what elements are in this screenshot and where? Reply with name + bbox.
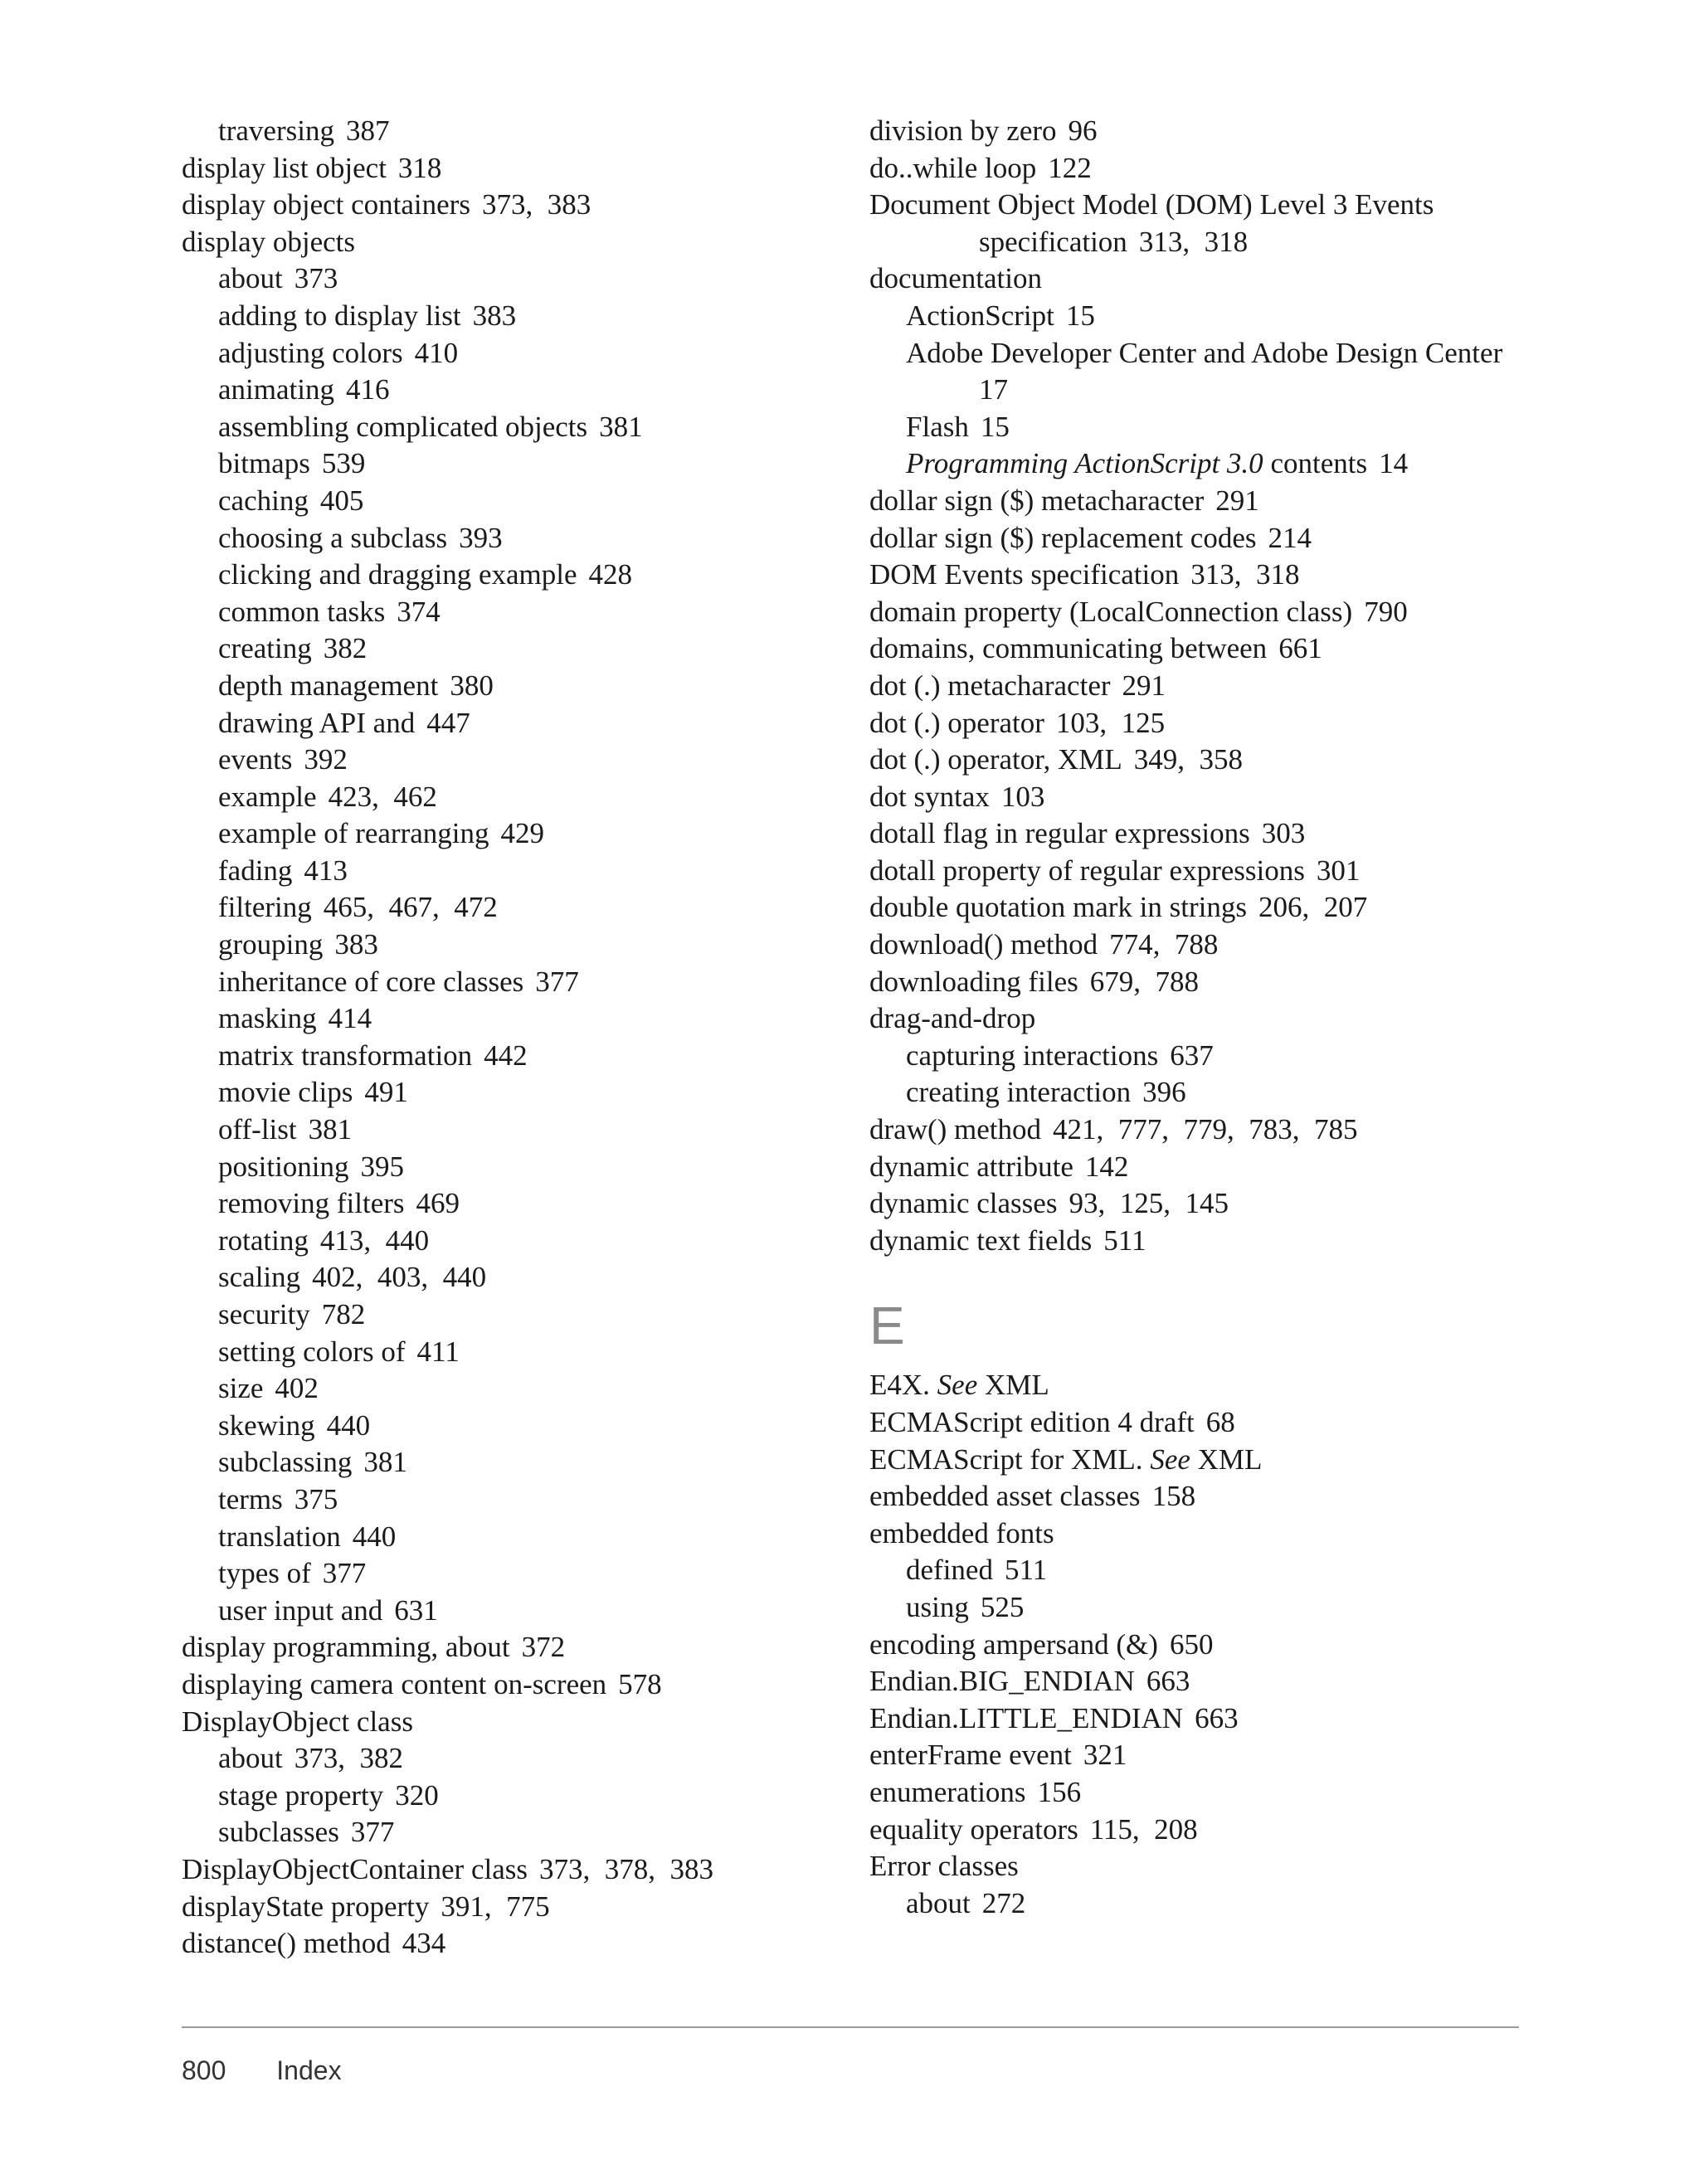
index-entry bbox=[869, 1000, 1525, 1038]
index-subentry bbox=[182, 483, 812, 520]
index-subentry bbox=[869, 445, 1525, 483]
entry-term: download() method bbox=[869, 928, 1098, 961]
index-subentry bbox=[869, 1885, 1525, 1923]
index-subentry bbox=[182, 557, 812, 594]
index-subentry bbox=[182, 335, 812, 372]
index-subentry bbox=[869, 409, 1525, 446]
index-subentry bbox=[182, 1519, 812, 1556]
entry-term: encoding ampersand (&) bbox=[869, 1627, 1158, 1661]
entry-page-numbers: 491 bbox=[364, 1076, 408, 1109]
see-reference-target: XML bbox=[1197, 1442, 1263, 1476]
index-subentry bbox=[869, 1552, 1525, 1589]
entry-term: about bbox=[218, 262, 283, 295]
entry-term: displayState property bbox=[182, 1890, 430, 1923]
entry-page-numbers: 291 bbox=[1122, 669, 1166, 702]
index-entry bbox=[182, 1704, 812, 1741]
index-entry bbox=[869, 1111, 1525, 1149]
entry-term: display object containers bbox=[182, 188, 470, 221]
index-subentry bbox=[182, 1296, 812, 1334]
entry-page-numbers: 402 bbox=[275, 1372, 319, 1405]
index-subentry bbox=[869, 298, 1525, 335]
index-entry bbox=[869, 1774, 1525, 1812]
entry-term: downloading files bbox=[869, 965, 1078, 998]
index-entry bbox=[869, 483, 1525, 520]
index-subentry bbox=[182, 1444, 812, 1481]
entry-term: ECMAScript for XML. bbox=[869, 1442, 1143, 1476]
entry-term: Document Object Model (DOM) Level 3 Events bbox=[869, 188, 1434, 221]
entry-page-numbers: 402, 403, 440 bbox=[312, 1261, 487, 1294]
entry-term: Error classes bbox=[869, 1850, 1019, 1883]
index-entry bbox=[869, 815, 1525, 853]
index-subentry bbox=[182, 1334, 812, 1371]
index-subentry bbox=[182, 889, 812, 927]
index-entry bbox=[869, 1848, 1525, 1885]
entry-page-numbers: 321 bbox=[1083, 1739, 1127, 1772]
index-entry bbox=[182, 1666, 812, 1704]
entry-page-numbers: 373, 382 bbox=[294, 1742, 404, 1775]
entry-term: size bbox=[218, 1372, 264, 1405]
entry-term: domain property (LocalConnection class) bbox=[869, 595, 1353, 628]
entry-page-numbers: 578 bbox=[618, 1667, 662, 1700]
entry-page-numbers: 414 bbox=[328, 1002, 372, 1035]
entry-term: dollar sign ($) replacement codes bbox=[869, 521, 1257, 554]
index-entry bbox=[182, 187, 812, 224]
entry-term: distance() method bbox=[182, 1927, 391, 1960]
entry-page-numbers: 115, 208 bbox=[1089, 1812, 1198, 1846]
entry-term: dotall property of regular expressions bbox=[869, 854, 1305, 887]
entry-term: drawing API and bbox=[218, 706, 416, 739]
index-subentry bbox=[182, 927, 812, 964]
entry-term: grouping bbox=[218, 928, 324, 961]
entry-page-numbers: 381 bbox=[363, 1446, 407, 1479]
index-subentry bbox=[182, 445, 812, 483]
entry-page-numbers: 663 bbox=[1146, 1665, 1190, 1698]
entry-term: inheritance of core classes bbox=[218, 965, 524, 998]
entry-page-numbers: 206, 207 bbox=[1258, 891, 1368, 924]
entry-term: matrix transformation bbox=[218, 1038, 473, 1072]
entry-page-numbers: 383 bbox=[334, 928, 378, 961]
entry-term: dot (.) operator bbox=[869, 706, 1044, 739]
index-subentry bbox=[182, 1370, 812, 1408]
entry-page-numbers: 428 bbox=[588, 558, 632, 591]
entry-term: movie clips bbox=[218, 1076, 353, 1109]
entry-page-numbers: 423, 462 bbox=[328, 780, 437, 813]
entry-page-numbers: 373, 383 bbox=[481, 188, 591, 221]
entry-page-numbers: 393 bbox=[459, 521, 503, 554]
entry-page-numbers: 413, 440 bbox=[319, 1223, 430, 1257]
entry-page-numbers: 349, 358 bbox=[1133, 743, 1244, 776]
entry-term: example bbox=[218, 780, 317, 813]
entry-page-numbers: 377 bbox=[350, 1816, 395, 1849]
index-entry bbox=[869, 927, 1525, 964]
index-entry bbox=[869, 1627, 1525, 1664]
entry-term: DisplayObject class bbox=[182, 1705, 413, 1738]
entry-page-numbers: 377 bbox=[322, 1557, 367, 1590]
entry-term: do..while loop bbox=[869, 151, 1037, 184]
index-subentry bbox=[182, 1074, 812, 1111]
entry-term: domains, communicating between bbox=[869, 632, 1268, 665]
entry-page-numbers: 790 bbox=[1364, 595, 1408, 628]
entry-page-numbers: 158 bbox=[1151, 1480, 1196, 1513]
entry-term: DOM Events specification bbox=[869, 558, 1180, 591]
entry-page-numbers: 391, 775 bbox=[441, 1890, 550, 1923]
entry-page-numbers: 383 bbox=[472, 299, 517, 332]
entry-page-numbers: 313, 318 bbox=[1190, 558, 1300, 591]
see-reference-word: See bbox=[937, 1369, 978, 1402]
entry-term: terms bbox=[218, 1482, 283, 1515]
entry-term: capturing interactions bbox=[906, 1038, 1159, 1072]
entry-page-numbers: 103 bbox=[1000, 780, 1045, 813]
entry-term: documentation bbox=[869, 262, 1043, 295]
index-subentry bbox=[182, 1259, 812, 1296]
entry-term: subclasses bbox=[218, 1816, 339, 1849]
index-subentry bbox=[182, 1223, 812, 1260]
index-entry bbox=[182, 1925, 812, 1963]
index-subentry bbox=[182, 815, 812, 853]
index-subentry bbox=[182, 705, 812, 742]
index-subentry bbox=[182, 630, 812, 668]
entry-term: adding to display list bbox=[218, 299, 461, 332]
entry-term: embedded asset classes bbox=[869, 1480, 1141, 1513]
entry-title-italic: Programming ActionScript 3.0 bbox=[906, 447, 1263, 480]
index-subentry bbox=[182, 1408, 812, 1445]
index-entry bbox=[869, 630, 1525, 668]
entry-term: DisplayObjectContainer class bbox=[182, 1852, 528, 1885]
entry-page-numbers: 17 bbox=[979, 373, 1008, 406]
entry-page-numbers: 375 bbox=[294, 1482, 338, 1515]
entry-page-numbers: 465, 467, 472 bbox=[323, 891, 498, 924]
entry-term: creating bbox=[218, 632, 312, 665]
entry-term: rotating bbox=[218, 1223, 309, 1257]
entry-page-numbers: 374 bbox=[397, 595, 441, 628]
entry-page-numbers: 663 bbox=[1195, 1701, 1239, 1734]
entry-page-numbers: 440 bbox=[326, 1408, 371, 1442]
index-entry bbox=[869, 1223, 1525, 1260]
index-column-left bbox=[182, 113, 812, 1963]
entry-term: dot syntax bbox=[869, 780, 990, 813]
entry-term: caching bbox=[218, 484, 309, 517]
index-entry bbox=[182, 1629, 812, 1666]
entry-page-numbers: 539 bbox=[321, 447, 366, 480]
index-subentry bbox=[182, 742, 812, 779]
entry-page-numbers: 434 bbox=[402, 1927, 446, 1960]
entry-term: enumerations bbox=[869, 1775, 1026, 1808]
index-subentry bbox=[182, 409, 812, 446]
entry-term: defined bbox=[906, 1554, 993, 1587]
entry-term: dotall flag in regular expressions bbox=[869, 817, 1250, 850]
entry-page-numbers: 15 bbox=[980, 410, 1010, 443]
entry-term: using bbox=[906, 1590, 969, 1623]
entry-term: animating bbox=[218, 373, 334, 406]
entry-term: Endian.BIG_ENDIAN bbox=[869, 1665, 1135, 1698]
entry-term: ECMAScript edition 4 draft bbox=[869, 1406, 1195, 1438]
index-subentry bbox=[182, 1185, 812, 1223]
entry-page-numbers: 381 bbox=[599, 410, 643, 443]
entry-term: ActionScript bbox=[906, 299, 1054, 332]
entry-page-numbers: 774, 788 bbox=[1109, 928, 1219, 961]
index-subentry bbox=[182, 298, 812, 335]
page-number: 800 bbox=[182, 2055, 226, 2085]
entry-term: dollar sign ($) metacharacter bbox=[869, 484, 1205, 517]
entry-term: double quotation mark in strings bbox=[869, 891, 1247, 924]
entry-page-numbers: 68 bbox=[1205, 1406, 1235, 1438]
entry-page-numbers: 96 bbox=[1068, 114, 1098, 147]
entry-term: bitmaps bbox=[218, 447, 310, 480]
entry-page-numbers: 395 bbox=[360, 1150, 405, 1183]
entry-page-numbers: 15 bbox=[1065, 299, 1095, 332]
entry-page-numbers: 103, 125 bbox=[1055, 706, 1166, 739]
index-entry bbox=[869, 1700, 1525, 1738]
index-entry bbox=[869, 260, 1525, 298]
entry-term: specification bbox=[979, 225, 1127, 258]
index-entry bbox=[869, 520, 1525, 557]
index-entries-e bbox=[869, 1367, 1525, 1922]
entry-term: dynamic text fields bbox=[869, 1223, 1093, 1257]
index-entry bbox=[869, 1442, 1525, 1479]
entry-page-numbers: 511 bbox=[1004, 1554, 1048, 1587]
entry-term: security bbox=[218, 1298, 310, 1330]
entry-term: removing filters bbox=[218, 1187, 405, 1220]
entry-term: contents bbox=[1270, 447, 1368, 480]
entry-page-numbers: 93, 125, 145 bbox=[1069, 1187, 1229, 1220]
entry-page-numbers: 373 bbox=[294, 262, 338, 295]
index-column-right bbox=[869, 113, 1525, 1922]
index-entry bbox=[869, 889, 1525, 927]
entry-page-numbers: 679, 788 bbox=[1089, 965, 1200, 998]
entry-term: masking bbox=[218, 1002, 317, 1035]
index-subentry bbox=[182, 1814, 812, 1851]
index-entry bbox=[869, 1812, 1525, 1849]
index-subentry bbox=[182, 594, 812, 631]
entry-page-numbers: 637 bbox=[1170, 1038, 1214, 1072]
entry-term: choosing a subclass bbox=[218, 521, 448, 554]
index-entry bbox=[869, 668, 1525, 705]
footer-rule bbox=[182, 2026, 1519, 2028]
entry-page-numbers: 303 bbox=[1261, 817, 1306, 850]
entry-term: Flash bbox=[906, 410, 969, 443]
entry-term: display programming, about bbox=[182, 1631, 510, 1664]
entry-page-numbers: 373, 378, 383 bbox=[538, 1852, 713, 1885]
index-subentry bbox=[869, 1038, 1525, 1075]
index-subentry bbox=[182, 260, 812, 298]
entry-page-numbers: 421, 777, 779, 783, 785 bbox=[1053, 1113, 1358, 1146]
entry-term: scaling bbox=[218, 1261, 301, 1294]
entry-term: dot (.) metacharacter bbox=[869, 669, 1111, 702]
entry-term: skewing bbox=[218, 1408, 315, 1442]
entry-page-numbers: 387 bbox=[345, 114, 390, 147]
index-subentry bbox=[182, 1778, 812, 1815]
index-subentry bbox=[869, 1589, 1525, 1627]
index-entry bbox=[869, 1367, 1525, 1404]
entry-term: assembling complicated objects bbox=[218, 410, 588, 443]
index-subentry bbox=[869, 372, 1525, 409]
index-subentry bbox=[182, 1740, 812, 1778]
entry-term: translation bbox=[218, 1520, 341, 1553]
index-entry bbox=[182, 150, 812, 187]
section-letter-heading: E bbox=[869, 1296, 905, 1356]
entry-term: E4X. bbox=[869, 1369, 930, 1402]
entry-term: filtering bbox=[218, 891, 312, 924]
entry-term: depth management bbox=[218, 669, 439, 702]
entry-page-numbers: 511 bbox=[1103, 1223, 1146, 1257]
index-subentry bbox=[182, 372, 812, 409]
section-label: Index bbox=[276, 2055, 342, 2085]
entry-term: fading bbox=[218, 854, 293, 887]
entry-term: equality operators bbox=[869, 1812, 1078, 1846]
entry-page-numbers: 122 bbox=[1048, 151, 1092, 184]
entry-term: setting colors of bbox=[218, 1335, 406, 1368]
index-entry bbox=[869, 1515, 1525, 1553]
entry-page-numbers: 313, 318 bbox=[1138, 225, 1249, 258]
entry-page-numbers: 631 bbox=[394, 1593, 438, 1627]
index-subentry bbox=[182, 1481, 812, 1519]
index-entry bbox=[869, 1185, 1525, 1223]
entry-term: displaying camera content on-screen bbox=[182, 1667, 607, 1700]
index-subentry bbox=[182, 853, 812, 890]
entry-page-numbers: 14 bbox=[1379, 447, 1409, 480]
entry-page-numbers: 392 bbox=[304, 743, 348, 776]
entry-page-numbers: 413 bbox=[304, 854, 348, 887]
entry-page-numbers: 381 bbox=[308, 1113, 353, 1146]
entry-term: clicking and dragging example bbox=[218, 558, 577, 591]
entry-page-numbers: 320 bbox=[395, 1778, 439, 1812]
see-reference-word: See bbox=[1150, 1442, 1190, 1476]
entry-page-numbers: 410 bbox=[414, 336, 459, 369]
entry-page-numbers: 442 bbox=[484, 1038, 528, 1072]
entry-page-numbers: 405 bbox=[319, 484, 364, 517]
index-entry bbox=[869, 853, 1525, 890]
entry-page-numbers: 382 bbox=[323, 632, 368, 665]
index-entry bbox=[869, 594, 1525, 631]
index-entry bbox=[869, 113, 1525, 150]
entry-term: display list object bbox=[182, 151, 387, 184]
entry-page-numbers: 272 bbox=[981, 1886, 1026, 1919]
index-subentry bbox=[182, 1555, 812, 1593]
entry-term: about bbox=[906, 1886, 971, 1919]
index-subentry bbox=[182, 779, 812, 816]
entry-page-numbers: 661 bbox=[1278, 632, 1322, 665]
index-subentry bbox=[182, 520, 812, 557]
entry-term: user input and bbox=[218, 1593, 383, 1627]
index-subentry bbox=[182, 1111, 812, 1149]
entry-page-numbers: 318 bbox=[397, 151, 442, 184]
index-entry bbox=[869, 1737, 1525, 1774]
entry-term: subclassing bbox=[218, 1446, 353, 1479]
entry-term: positioning bbox=[218, 1150, 349, 1183]
index-entry bbox=[869, 705, 1525, 742]
entry-term: draw() method bbox=[869, 1113, 1042, 1146]
index-entry bbox=[869, 1149, 1525, 1186]
index-entry bbox=[869, 1478, 1525, 1515]
entry-page-numbers: 416 bbox=[345, 373, 390, 406]
entry-page-numbers: 411 bbox=[416, 1335, 460, 1368]
entry-page-numbers: 377 bbox=[535, 965, 579, 998]
index-entry bbox=[182, 1851, 812, 1889]
entry-term: types of bbox=[218, 1557, 311, 1590]
entry-term: stage property bbox=[218, 1778, 384, 1812]
entry-term: off-list bbox=[218, 1113, 297, 1146]
index-entry bbox=[869, 187, 1525, 224]
entry-term: traversing bbox=[218, 114, 334, 147]
index-entry bbox=[869, 964, 1525, 1001]
index-entry bbox=[182, 1889, 812, 1926]
entry-page-numbers: 142 bbox=[1084, 1150, 1129, 1183]
entry-page-numbers: 650 bbox=[1169, 1627, 1214, 1661]
entry-term: dot (.) operator, XML bbox=[869, 743, 1122, 776]
index-entry bbox=[869, 150, 1525, 187]
index-entry bbox=[869, 1404, 1525, 1442]
entry-term: creating interaction bbox=[906, 1076, 1132, 1109]
entry-term: Adobe Developer Center and Adobe Design Center bbox=[906, 336, 1503, 369]
entry-term: events bbox=[218, 743, 293, 776]
entry-page-numbers: 380 bbox=[450, 669, 494, 702]
see-reference-target: XML bbox=[984, 1369, 1049, 1402]
index-subentry bbox=[182, 668, 812, 705]
entry-page-numbers: 156 bbox=[1037, 1775, 1082, 1808]
entry-page-numbers: 291 bbox=[1215, 484, 1259, 517]
entry-term: adjusting colors bbox=[218, 336, 403, 369]
index-entry bbox=[869, 557, 1525, 594]
index-subentry bbox=[182, 1593, 812, 1630]
index-subentry bbox=[182, 1038, 812, 1075]
index-entries-d bbox=[869, 113, 1525, 1259]
entry-page-numbers: 447 bbox=[426, 706, 470, 739]
index-subentry bbox=[869, 1074, 1525, 1111]
entry-page-numbers: 372 bbox=[521, 1631, 566, 1664]
index-entry bbox=[869, 779, 1525, 816]
entry-term: division by zero bbox=[869, 114, 1057, 147]
entry-page-numbers: 525 bbox=[980, 1590, 1025, 1623]
entry-term: dynamic attribute bbox=[869, 1150, 1073, 1183]
index-subentry bbox=[182, 113, 812, 150]
index-entry bbox=[182, 224, 812, 261]
index-subentry bbox=[182, 964, 812, 1001]
entry-term: example of rearranging bbox=[218, 817, 489, 850]
index-entry bbox=[869, 742, 1525, 779]
index-entry bbox=[869, 1663, 1525, 1700]
entry-term: dynamic classes bbox=[869, 1187, 1058, 1220]
entry-page-numbers: 214 bbox=[1268, 521, 1312, 554]
index-subentry bbox=[182, 1149, 812, 1186]
entry-term: drag-and-drop bbox=[869, 1002, 1036, 1035]
entry-page-numbers: 469 bbox=[416, 1187, 460, 1220]
page-footer bbox=[182, 2055, 342, 2086]
index-subentry bbox=[182, 1000, 812, 1038]
entry-term: enterFrame event bbox=[869, 1739, 1072, 1772]
index-subentry bbox=[869, 335, 1525, 372]
index-subentry bbox=[869, 224, 1525, 261]
entry-page-numbers: 396 bbox=[1142, 1076, 1186, 1109]
entry-term: display objects bbox=[182, 225, 355, 258]
entry-page-numbers: 440 bbox=[352, 1520, 397, 1553]
entry-term: common tasks bbox=[218, 595, 386, 628]
entry-term: about bbox=[218, 1742, 283, 1775]
entry-term: embedded fonts bbox=[869, 1516, 1054, 1549]
entry-page-numbers: 782 bbox=[321, 1298, 366, 1330]
entry-term: Endian.LITTLE_ENDIAN bbox=[869, 1701, 1184, 1734]
entry-page-numbers: 301 bbox=[1316, 854, 1361, 887]
entry-page-numbers: 429 bbox=[500, 817, 545, 850]
